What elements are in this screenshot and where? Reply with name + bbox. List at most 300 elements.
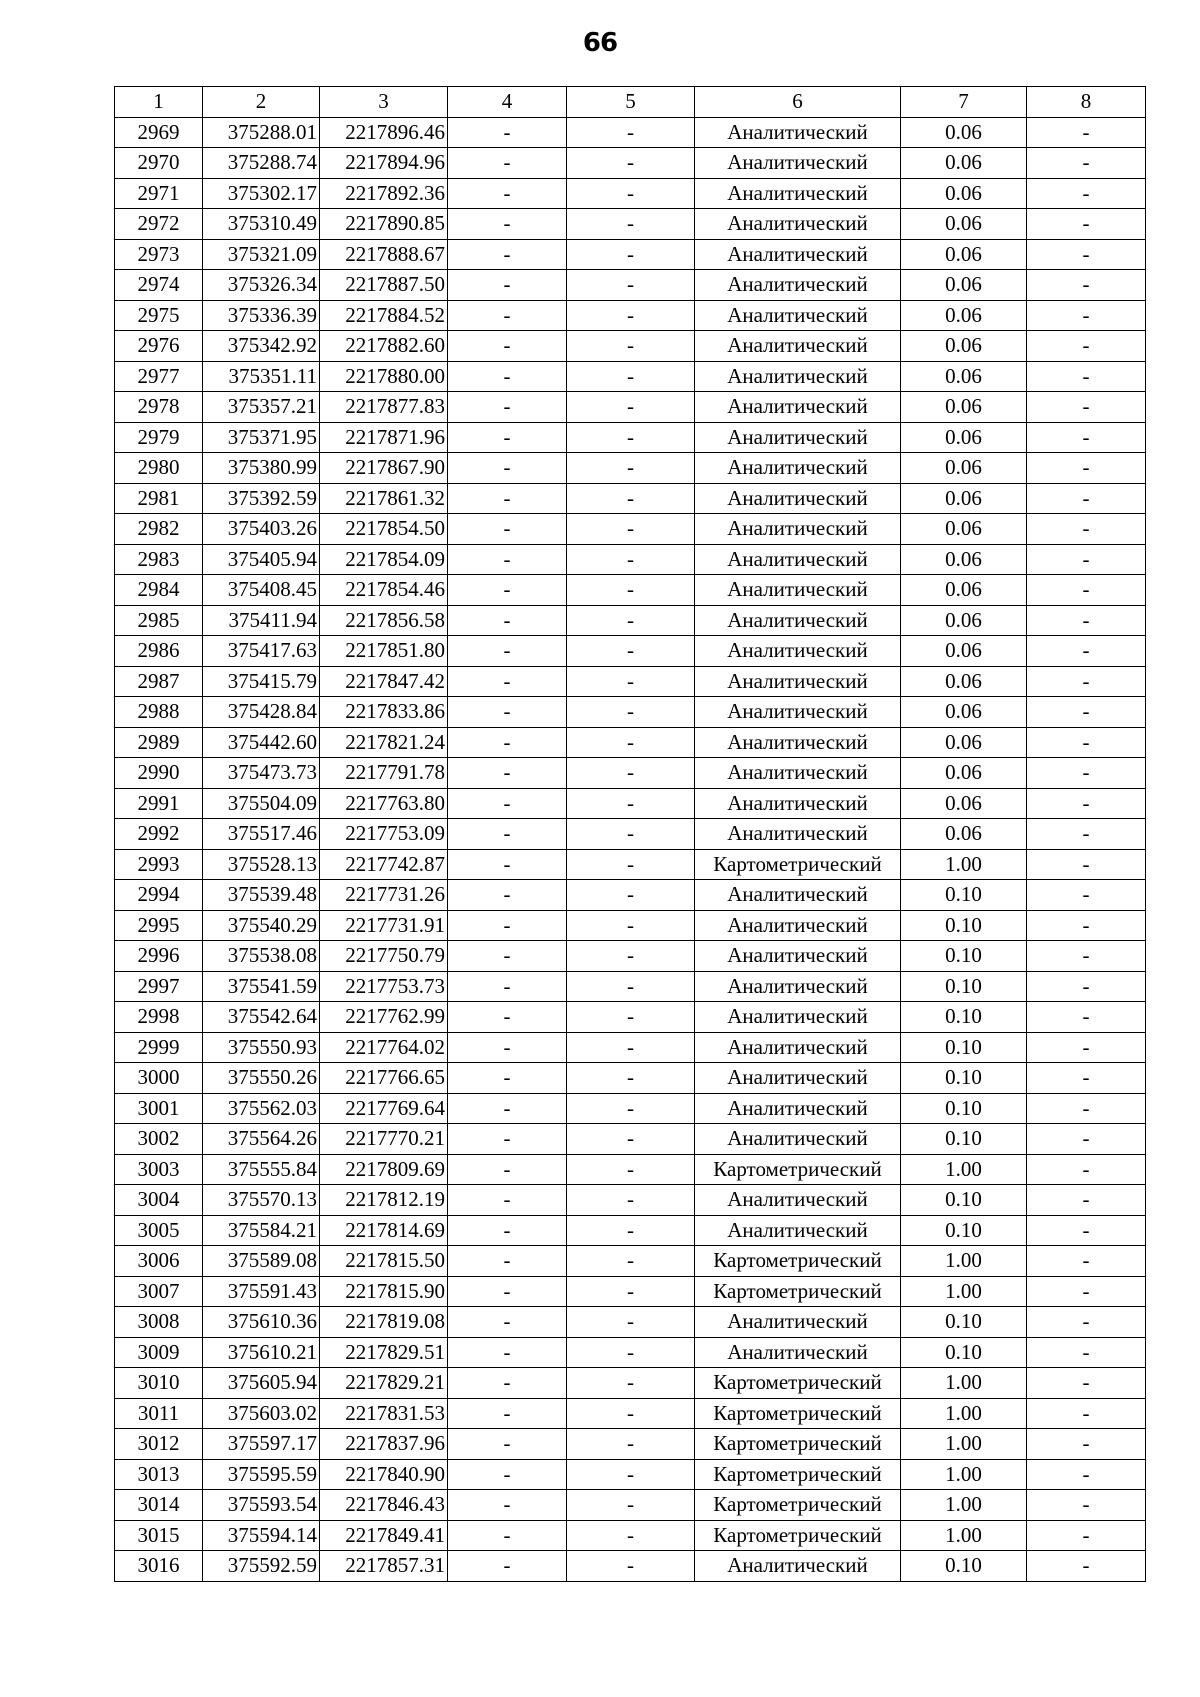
col5-cell: -: [567, 819, 695, 850]
x-coordinate-cell: 375542.64: [203, 1002, 320, 1033]
x-coordinate-cell: 375428.84: [203, 697, 320, 728]
method-cell: Аналитический: [695, 422, 901, 453]
method-cell: Аналитический: [695, 270, 901, 301]
accuracy-cell: 0.06: [901, 422, 1027, 453]
point-number-cell: 2985: [115, 605, 203, 636]
accuracy-cell: 0.10: [901, 971, 1027, 1002]
col5-cell: -: [567, 1307, 695, 1338]
col8-cell: -: [1027, 1429, 1146, 1460]
x-coordinate-cell: 375302.17: [203, 178, 320, 209]
x-coordinate-cell: 375517.46: [203, 819, 320, 850]
col5-cell: -: [567, 117, 695, 148]
col4-cell: -: [448, 575, 567, 606]
col5-cell: -: [567, 788, 695, 819]
col5-cell: -: [567, 331, 695, 362]
y-coordinate-cell: 2217750.79: [320, 941, 448, 972]
y-coordinate-cell: 2217766.65: [320, 1063, 448, 1094]
table-row: [115, 148, 1146, 179]
table-row: [115, 453, 1146, 484]
col5-cell: -: [567, 849, 695, 880]
y-coordinate-cell: 2217887.50: [320, 270, 448, 301]
col4-cell: -: [448, 1368, 567, 1399]
x-coordinate-cell: 375562.03: [203, 1093, 320, 1124]
y-coordinate-cell: 2217821.24: [320, 727, 448, 758]
col8-cell: -: [1027, 1490, 1146, 1521]
x-coordinate-cell: 375342.92: [203, 331, 320, 362]
y-coordinate-cell: 2217829.51: [320, 1337, 448, 1368]
x-coordinate-cell: 375597.17: [203, 1429, 320, 1460]
y-coordinate-cell: 2217884.52: [320, 300, 448, 331]
col4-cell: -: [448, 1032, 567, 1063]
method-cell: Аналитический: [695, 1307, 901, 1338]
y-coordinate-cell: 2217819.08: [320, 1307, 448, 1338]
x-coordinate-cell: 375594.14: [203, 1520, 320, 1551]
table-row: [115, 544, 1146, 575]
col5-cell: -: [567, 392, 695, 423]
method-cell: Аналитический: [695, 453, 901, 484]
col8-cell: -: [1027, 544, 1146, 575]
accuracy-cell: 0.06: [901, 514, 1027, 545]
accuracy-cell: 0.10: [901, 1063, 1027, 1094]
y-coordinate-cell: 2217753.09: [320, 819, 448, 850]
col8-cell: -: [1027, 910, 1146, 941]
y-coordinate-cell: 2217854.46: [320, 575, 448, 606]
col8-cell: -: [1027, 300, 1146, 331]
accuracy-cell: 0.06: [901, 178, 1027, 209]
page-number: 66: [582, 28, 618, 58]
x-coordinate-cell: 375321.09: [203, 239, 320, 270]
col4-cell: -: [448, 849, 567, 880]
col5-cell: -: [567, 1063, 695, 1094]
col8-cell: -: [1027, 1307, 1146, 1338]
col4-cell: -: [448, 788, 567, 819]
x-coordinate-cell: 375538.08: [203, 941, 320, 972]
method-cell: Аналитический: [695, 178, 901, 209]
col5-cell: -: [567, 270, 695, 301]
col5-cell: -: [567, 1276, 695, 1307]
col4-cell: -: [448, 1185, 567, 1216]
x-coordinate-cell: 375405.94: [203, 544, 320, 575]
accuracy-cell: 0.06: [901, 270, 1027, 301]
table-row: [115, 1063, 1146, 1094]
point-number-cell: 2991: [115, 788, 203, 819]
col8-cell: -: [1027, 239, 1146, 270]
table-row: [115, 819, 1146, 850]
col4-cell: -: [448, 361, 567, 392]
col4-cell: -: [448, 300, 567, 331]
x-coordinate-cell: 375539.48: [203, 880, 320, 911]
x-coordinate-cell: 375550.93: [203, 1032, 320, 1063]
col8-cell: -: [1027, 1520, 1146, 1551]
method-cell: Аналитический: [695, 117, 901, 148]
col8-cell: -: [1027, 849, 1146, 880]
column-header: 2: [203, 87, 320, 118]
method-cell: Аналитический: [695, 1063, 901, 1094]
col4-cell: -: [448, 239, 567, 270]
x-coordinate-cell: 375584.21: [203, 1215, 320, 1246]
method-cell: Аналитический: [695, 1551, 901, 1582]
x-coordinate-cell: 375591.43: [203, 1276, 320, 1307]
table-row: [115, 1551, 1146, 1582]
table-row: [115, 727, 1146, 758]
accuracy-cell: 0.06: [901, 636, 1027, 667]
col4-cell: -: [448, 758, 567, 789]
accuracy-cell: 0.10: [901, 1185, 1027, 1216]
method-cell: Аналитический: [695, 666, 901, 697]
point-number-cell: 3007: [115, 1276, 203, 1307]
x-coordinate-cell: 375371.95: [203, 422, 320, 453]
col5-cell: -: [567, 666, 695, 697]
accuracy-cell: 1.00: [901, 1276, 1027, 1307]
accuracy-cell: 0.06: [901, 697, 1027, 728]
point-number-cell: 2988: [115, 697, 203, 728]
column-header: 3: [320, 87, 448, 118]
col8-cell: -: [1027, 117, 1146, 148]
y-coordinate-cell: 2217882.60: [320, 331, 448, 362]
col5-cell: -: [567, 1337, 695, 1368]
accuracy-cell: 1.00: [901, 1398, 1027, 1429]
table-body: [115, 117, 1146, 1581]
column-header: 6: [695, 87, 901, 118]
method-cell: Аналитический: [695, 361, 901, 392]
method-cell: Аналитический: [695, 819, 901, 850]
method-cell: Аналитический: [695, 1337, 901, 1368]
column-header: 1: [115, 87, 203, 118]
col4-cell: -: [448, 209, 567, 240]
point-number-cell: 2969: [115, 117, 203, 148]
col8-cell: -: [1027, 880, 1146, 911]
y-coordinate-cell: 2217840.90: [320, 1459, 448, 1490]
method-cell: Картометрический: [695, 849, 901, 880]
col8-cell: -: [1027, 727, 1146, 758]
x-coordinate-cell: 375417.63: [203, 636, 320, 667]
column-header: 4: [448, 87, 567, 118]
point-number-cell: 2976: [115, 331, 203, 362]
table-row: [115, 605, 1146, 636]
accuracy-cell: 1.00: [901, 849, 1027, 880]
table-row: [115, 1154, 1146, 1185]
y-coordinate-cell: 2217896.46: [320, 117, 448, 148]
table-row: [115, 1215, 1146, 1246]
point-number-cell: 2980: [115, 453, 203, 484]
col5-cell: -: [567, 605, 695, 636]
table-row: [115, 1185, 1146, 1216]
point-number-cell: 2998: [115, 1002, 203, 1033]
method-cell: Аналитический: [695, 575, 901, 606]
accuracy-cell: 0.06: [901, 788, 1027, 819]
accuracy-cell: 1.00: [901, 1246, 1027, 1277]
col4-cell: -: [448, 1215, 567, 1246]
table-row: [115, 758, 1146, 789]
point-number-cell: 3009: [115, 1337, 203, 1368]
table-row: [115, 300, 1146, 331]
y-coordinate-cell: 2217851.80: [320, 636, 448, 667]
col5-cell: -: [567, 148, 695, 179]
point-number-cell: 2994: [115, 880, 203, 911]
point-number-cell: 2984: [115, 575, 203, 606]
y-coordinate-cell: 2217854.09: [320, 544, 448, 575]
y-coordinate-cell: 2217812.19: [320, 1185, 448, 1216]
col8-cell: -: [1027, 1398, 1146, 1429]
x-coordinate-cell: 375392.59: [203, 483, 320, 514]
col4-cell: -: [448, 1551, 567, 1582]
table-row: [115, 788, 1146, 819]
point-number-cell: 2996: [115, 941, 203, 972]
col5-cell: -: [567, 1429, 695, 1460]
col4-cell: -: [448, 453, 567, 484]
col8-cell: -: [1027, 605, 1146, 636]
table-row: [115, 1276, 1146, 1307]
col4-cell: -: [448, 514, 567, 545]
table-row: [115, 331, 1146, 362]
accuracy-cell: 0.06: [901, 453, 1027, 484]
accuracy-cell: 0.06: [901, 361, 1027, 392]
y-coordinate-cell: 2217847.42: [320, 666, 448, 697]
accuracy-cell: 0.06: [901, 605, 1027, 636]
col5-cell: -: [567, 300, 695, 331]
point-number-cell: 2987: [115, 666, 203, 697]
col4-cell: -: [448, 636, 567, 667]
method-cell: Аналитический: [695, 1093, 901, 1124]
point-number-cell: 2971: [115, 178, 203, 209]
col5-cell: -: [567, 239, 695, 270]
col8-cell: -: [1027, 697, 1146, 728]
col5-cell: -: [567, 697, 695, 728]
x-coordinate-cell: 375336.39: [203, 300, 320, 331]
table-row: [115, 849, 1146, 880]
col8-cell: -: [1027, 1215, 1146, 1246]
y-coordinate-cell: 2217888.67: [320, 239, 448, 270]
accuracy-cell: 1.00: [901, 1520, 1027, 1551]
col4-cell: -: [448, 910, 567, 941]
col8-cell: -: [1027, 331, 1146, 362]
method-cell: Аналитический: [695, 788, 901, 819]
y-coordinate-cell: 2217837.96: [320, 1429, 448, 1460]
col8-cell: -: [1027, 1093, 1146, 1124]
column-header: 8: [1027, 87, 1146, 118]
point-number-cell: 2997: [115, 971, 203, 1002]
method-cell: Аналитический: [695, 758, 901, 789]
column-header: 7: [901, 87, 1027, 118]
y-coordinate-cell: 2217753.73: [320, 971, 448, 1002]
point-number-cell: 2974: [115, 270, 203, 301]
col5-cell: -: [567, 1185, 695, 1216]
col5-cell: -: [567, 1398, 695, 1429]
table-row: [115, 910, 1146, 941]
accuracy-cell: 1.00: [901, 1154, 1027, 1185]
coordinates-table: [114, 86, 1146, 1582]
accuracy-cell: 0.06: [901, 300, 1027, 331]
col8-cell: -: [1027, 1551, 1146, 1582]
method-cell: Аналитический: [695, 1215, 901, 1246]
table-row: [115, 666, 1146, 697]
method-cell: Аналитический: [695, 1124, 901, 1155]
col4-cell: -: [448, 392, 567, 423]
x-coordinate-cell: 375595.59: [203, 1459, 320, 1490]
y-coordinate-cell: 2217731.26: [320, 880, 448, 911]
col4-cell: -: [448, 1093, 567, 1124]
table-row: [115, 209, 1146, 240]
accuracy-cell: 0.10: [901, 1002, 1027, 1033]
x-coordinate-cell: 375610.36: [203, 1307, 320, 1338]
col8-cell: -: [1027, 178, 1146, 209]
y-coordinate-cell: 2217831.53: [320, 1398, 448, 1429]
x-coordinate-cell: 375592.59: [203, 1551, 320, 1582]
point-number-cell: 3016: [115, 1551, 203, 1582]
y-coordinate-cell: 2217815.90: [320, 1276, 448, 1307]
col4-cell: -: [448, 1490, 567, 1521]
y-coordinate-cell: 2217770.21: [320, 1124, 448, 1155]
method-cell: Картометрический: [695, 1490, 901, 1521]
method-cell: Аналитический: [695, 1185, 901, 1216]
x-coordinate-cell: 375605.94: [203, 1368, 320, 1399]
col5-cell: -: [567, 178, 695, 209]
x-coordinate-cell: 375555.84: [203, 1154, 320, 1185]
table-row: [115, 239, 1146, 270]
table-row: [115, 117, 1146, 148]
col4-cell: -: [448, 727, 567, 758]
accuracy-cell: 0.10: [901, 1215, 1027, 1246]
col5-cell: -: [567, 1154, 695, 1185]
col4-cell: -: [448, 1429, 567, 1460]
method-cell: Картометрический: [695, 1520, 901, 1551]
method-cell: Аналитический: [695, 392, 901, 423]
x-coordinate-cell: 375326.34: [203, 270, 320, 301]
y-coordinate-cell: 2217833.86: [320, 697, 448, 728]
x-coordinate-cell: 375288.74: [203, 148, 320, 179]
x-coordinate-cell: 375550.26: [203, 1063, 320, 1094]
col4-cell: -: [448, 1520, 567, 1551]
col8-cell: -: [1027, 1124, 1146, 1155]
x-coordinate-cell: 375504.09: [203, 788, 320, 819]
point-number-cell: 2990: [115, 758, 203, 789]
col5-cell: -: [567, 361, 695, 392]
col5-cell: -: [567, 910, 695, 941]
col5-cell: -: [567, 1551, 695, 1582]
y-coordinate-cell: 2217814.69: [320, 1215, 448, 1246]
y-coordinate-cell: 2217846.43: [320, 1490, 448, 1521]
col8-cell: -: [1027, 148, 1146, 179]
col4-cell: -: [448, 1398, 567, 1429]
point-number-cell: 3010: [115, 1368, 203, 1399]
y-coordinate-cell: 2217763.80: [320, 788, 448, 819]
table-row: [115, 392, 1146, 423]
col5-cell: -: [567, 575, 695, 606]
x-coordinate-cell: 375408.45: [203, 575, 320, 606]
col8-cell: -: [1027, 819, 1146, 850]
table-row: [115, 1032, 1146, 1063]
table-row: [115, 1459, 1146, 1490]
accuracy-cell: 0.06: [901, 666, 1027, 697]
table-row: [115, 971, 1146, 1002]
col4-cell: -: [448, 697, 567, 728]
method-cell: Аналитический: [695, 209, 901, 240]
x-coordinate-cell: 375540.29: [203, 910, 320, 941]
col8-cell: -: [1027, 1246, 1146, 1277]
col5-cell: -: [567, 758, 695, 789]
col5-cell: -: [567, 1032, 695, 1063]
y-coordinate-cell: 2217890.85: [320, 209, 448, 240]
col5-cell: -: [567, 971, 695, 1002]
col8-cell: -: [1027, 270, 1146, 301]
point-number-cell: 2982: [115, 514, 203, 545]
y-coordinate-cell: 2217762.99: [320, 1002, 448, 1033]
table-row: [115, 1490, 1146, 1521]
col5-cell: -: [567, 880, 695, 911]
table-row: [115, 880, 1146, 911]
point-number-cell: 2989: [115, 727, 203, 758]
col4-cell: -: [448, 1459, 567, 1490]
table-row: [115, 1002, 1146, 1033]
col4-cell: -: [448, 1246, 567, 1277]
accuracy-cell: 0.06: [901, 544, 1027, 575]
accuracy-cell: 0.06: [901, 392, 1027, 423]
x-coordinate-cell: 375403.26: [203, 514, 320, 545]
col4-cell: -: [448, 971, 567, 1002]
col5-cell: -: [567, 1093, 695, 1124]
point-number-cell: 3012: [115, 1429, 203, 1460]
table-row: [115, 697, 1146, 728]
point-number-cell: 2975: [115, 300, 203, 331]
col5-cell: -: [567, 1459, 695, 1490]
y-coordinate-cell: 2217809.69: [320, 1154, 448, 1185]
x-coordinate-cell: 375610.21: [203, 1337, 320, 1368]
table-row: [115, 1429, 1146, 1460]
table-row: [115, 1093, 1146, 1124]
y-coordinate-cell: 2217892.36: [320, 178, 448, 209]
accuracy-cell: 0.06: [901, 331, 1027, 362]
method-cell: Картометрический: [695, 1429, 901, 1460]
accuracy-cell: 0.06: [901, 209, 1027, 240]
col8-cell: -: [1027, 361, 1146, 392]
accuracy-cell: 1.00: [901, 1490, 1027, 1521]
col4-cell: -: [448, 1276, 567, 1307]
y-coordinate-cell: 2217769.64: [320, 1093, 448, 1124]
point-number-cell: 2981: [115, 483, 203, 514]
y-coordinate-cell: 2217829.21: [320, 1368, 448, 1399]
table-row: [115, 575, 1146, 606]
col5-cell: -: [567, 453, 695, 484]
accuracy-cell: 0.06: [901, 239, 1027, 270]
col8-cell: -: [1027, 636, 1146, 667]
col4-cell: -: [448, 1063, 567, 1094]
x-coordinate-cell: 375473.73: [203, 758, 320, 789]
accuracy-cell: 0.10: [901, 1337, 1027, 1368]
point-number-cell: 3015: [115, 1520, 203, 1551]
accuracy-cell: 0.10: [901, 1093, 1027, 1124]
point-number-cell: 2999: [115, 1032, 203, 1063]
col5-cell: -: [567, 1520, 695, 1551]
y-coordinate-cell: 2217849.41: [320, 1520, 448, 1551]
table-row: [115, 636, 1146, 667]
table-row: [115, 514, 1146, 545]
point-number-cell: 2978: [115, 392, 203, 423]
col4-cell: -: [448, 422, 567, 453]
col4-cell: -: [448, 148, 567, 179]
col5-cell: -: [567, 1368, 695, 1399]
table-row: [115, 1124, 1146, 1155]
y-coordinate-cell: 2217857.31: [320, 1551, 448, 1582]
point-number-cell: 3002: [115, 1124, 203, 1155]
col4-cell: -: [448, 117, 567, 148]
point-number-cell: 3014: [115, 1490, 203, 1521]
table-row: [115, 483, 1146, 514]
point-number-cell: 3005: [115, 1215, 203, 1246]
col5-cell: -: [567, 514, 695, 545]
col4-cell: -: [448, 1307, 567, 1338]
method-cell: Картометрический: [695, 1398, 901, 1429]
col8-cell: -: [1027, 514, 1146, 545]
